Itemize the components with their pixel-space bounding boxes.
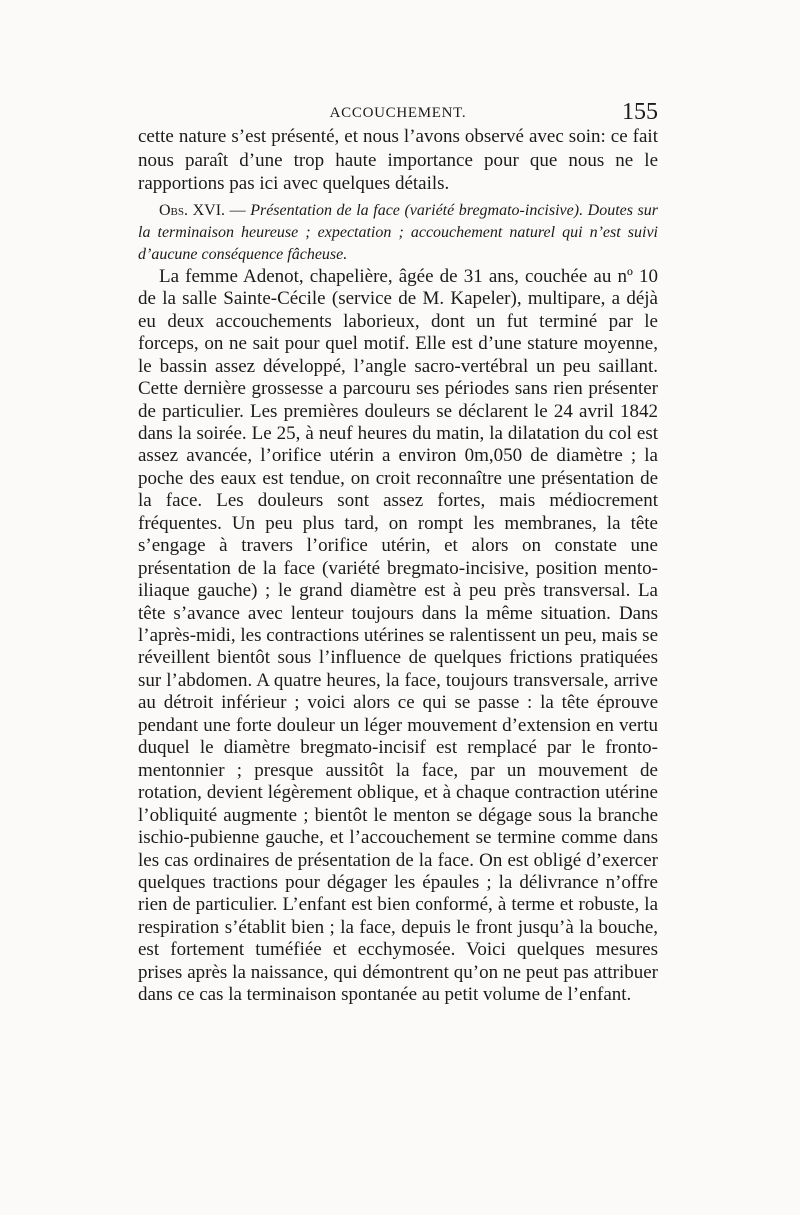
intro-paragraph: cette nature s’est présenté, et nous l’avons observé avec soin: ce fait nous paraît d’une trop haute importance pour que nous ne le rapportions pas ici avec quelques détails. — [138, 126, 658, 195]
page-number: 155 — [622, 99, 658, 125]
body-text — [138, 125, 658, 1007]
running-head: ACCOUCHEMENT. — [329, 105, 467, 121]
observation-dash: — — [225, 201, 251, 219]
observation-heading — [138, 200, 658, 266]
page-header — [138, 101, 658, 127]
observation-title: Présentation de la face (variété bregmato-incisive). Doutes sur la terminaison heureuse ; expectation ; accouchement naturel qui n’est suivi d’aucune conséquence fâcheuse. — [138, 201, 659, 263]
observation-label: Obs. XVI. — [159, 201, 226, 219]
case-paragraph: La femme Adenot, chapelière, âgée de 31 ans, couchée au nº 10 de la salle Sainte-Cécile (service de M. Kapeler), multipare, a déjà eu deux accouchements laborieux, dont un fut terminé par le forceps, on ne sait pour quel motif. Elle est d’une stature moyenne, le bassin assez développé, l’angle sacro-vertébral un peu saillant. Cette dernière grossesse a parcouru ses périodes sans rien présenter de particulier. Les premières douleurs se déclarent le 24 avril 1842 dans la soirée. Le 25, à neuf heures du matin, la dilatation du col est assez avancée, l’orifice utérin a environ 0m,050 de diamètre ; la poche des eaux est tendue, on croit reconnaître une présentation de la face. Les douleurs sont assez fortes, mais médiocrement fréquentes. Un peu plus tard, on rompt les membranes, la tête s’engage à travers l’orifice utérin, et alors on constate une présentation de la face (variété bregmato-incisive, position mento-iliaque gauche) ; le grand diamètre est à peu près transversal. La tête s’avance avec lenteur toujours dans la même situation. Dans l’après-midi, les contractions utérines se ralentissent un peu, mais se réveillent bientôt sous l’influence de quelques frictions pratiquées sur l’abdomen. A quatre heures, la face, toujours transversale, arrive au détroit inférieur ; voici alors ce qui se passe : la tête éprouve pendant une forte douleur un léger mouvement d’extension en vertu duquel le diamètre bregmato-incisif est remplacé par le fronto-mentonnier ; presque aussitôt la face, par un mouvement de rotation, devient légèrement oblique, et à chaque contraction utérine l’obliquité augmente ; bientôt le menton se dégage sous la branche ischio-pubienne gauche, et l’accouchement se termine comme dans les cas ordinaires de présentation de la face. On est obligé d’exercer quelques tractions pour dégager les épaules ; la délivrance n’offre rien de particulier. L’enfant est bien conformé, à terme et robuste, la respiration s’établit bien ; la face, depuis le front jusqu’à la bouche, est fortement tuméfiée et ecchymosée. Voici quelques mesures prises après la naissance, qui démontrent qu’on ne peut pas attribuer dans ce cas la terminaison spontanée au petit volume de l’enfant. — [138, 265, 658, 1006]
